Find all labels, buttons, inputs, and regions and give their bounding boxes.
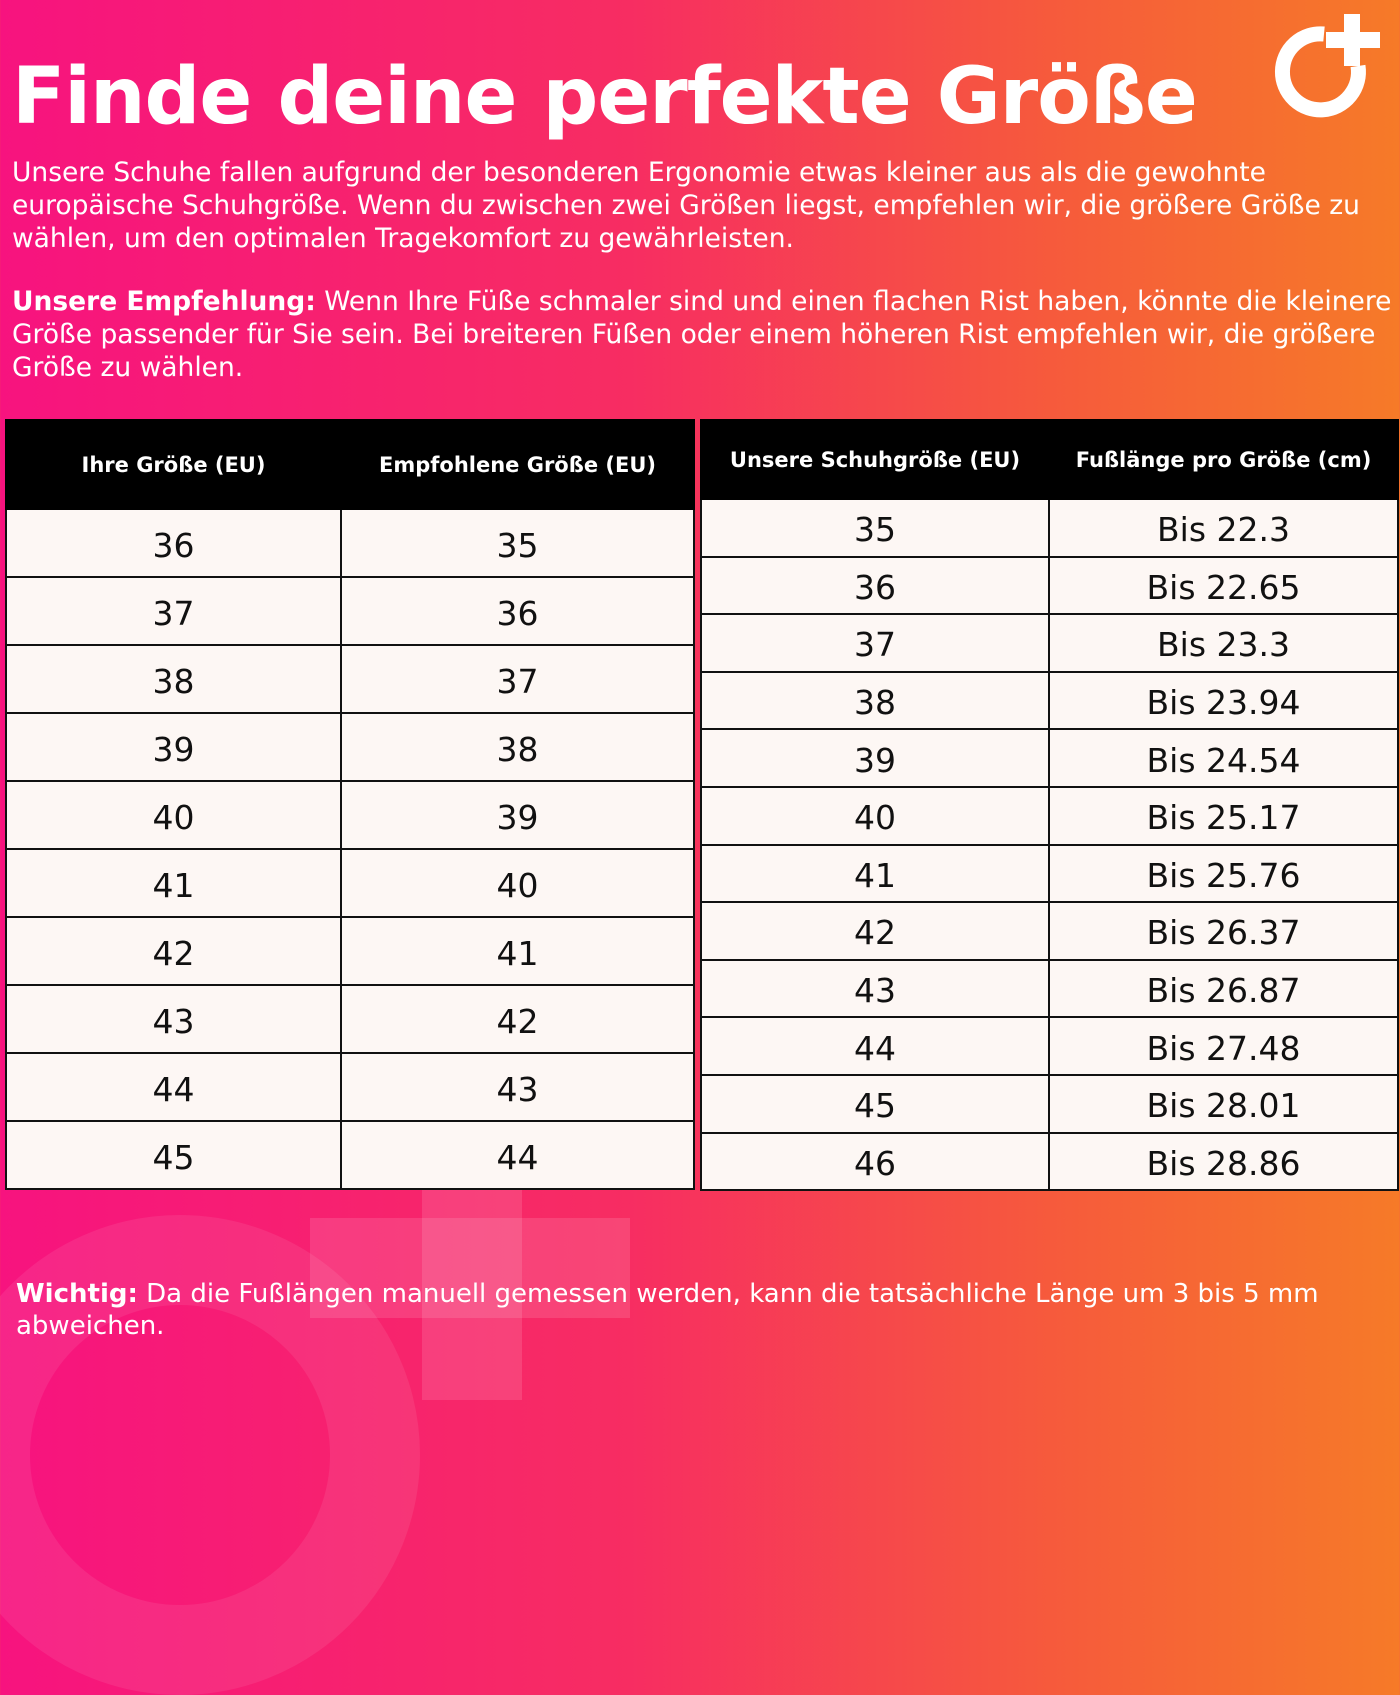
table-cell: Bis 28.86 [1049,1133,1398,1191]
table-row [701,902,1398,960]
note-label: Wichtig: [16,1279,138,1309]
table-cell: Bis 22.3 [1049,499,1398,557]
table-cell: 42 [6,917,341,985]
table-cell: 45 [6,1121,341,1189]
table-row [701,729,1398,787]
table-row [701,557,1398,615]
table-cell: 38 [341,713,694,781]
table-row [701,1017,1398,1075]
table-cell: Bis 26.87 [1049,960,1398,1018]
table-cell: 38 [6,645,341,713]
table-cell: 44 [6,1053,341,1121]
recommendation-label: Unsere Empfehlung: [12,286,316,317]
table-cell: Bis 25.17 [1049,787,1398,845]
foot-length-table [700,419,1399,1191]
table-cell: 36 [341,577,694,645]
table-row [701,614,1398,672]
table-cell: Bis 25.76 [1049,845,1398,903]
table-row [701,672,1398,730]
intro-text: Unsere Schuhe fallen aufgrund der besonderen Ergonomie etwas kleiner aus als die gewohnte europäische Schuhgröße. Wenn du zwischen zwei Größen liegst, empfehlen wir, die größere Größe zu wählen, um den optimalen Tragekomfort zu gewährleisten. [12,157,1360,254]
note-body: Da die Fußlängen manuell gemessen werden, kann die tatsächliche Länge um 3 bis 5 mm abweichen. [16,1279,1319,1341]
table-cell: Bis 24.54 [1049,729,1398,787]
table-cell: 41 [6,849,341,917]
table-cell: 39 [341,781,694,849]
column-header: Fußlänge pro Größe (cm) [1049,420,1398,499]
table-cell: 40 [6,781,341,849]
table-row [6,849,694,917]
table-cell: 42 [701,902,1049,960]
table-cell: 35 [701,499,1049,557]
table-cell: Bis 28.01 [1049,1075,1398,1133]
table-cell: 41 [701,845,1049,903]
table-row [701,1133,1398,1191]
table-cell: 45 [701,1075,1049,1133]
table-cell: 40 [701,787,1049,845]
column-header: Empfohlene Größe (EU) [341,420,694,509]
table-cell: 37 [6,577,341,645]
table-cell: 44 [341,1121,694,1189]
table-row [6,713,694,781]
size-recommendation-table [5,419,695,1190]
table-cell: 46 [701,1133,1049,1191]
table-cell: Bis 23.3 [1049,614,1398,672]
table-cell: 41 [341,917,694,985]
table-cell: Bis 22.65 [1049,557,1398,615]
table-row [701,499,1398,557]
recommendation-body: Wenn Ihre Füße schmaler sind und einen flachen Rist haben, könnte die kleinere Größe passender für Sie sein. Bei breiteren Füßen oder einem höheren Rist empfehlen wir, die größere Größe zu wählen. [12,286,1392,383]
table-cell: 42 [341,985,694,1053]
table-row [6,645,694,713]
table-row [701,845,1398,903]
table-row [6,1121,694,1189]
table-row [701,960,1398,1018]
table-cell: 43 [341,1053,694,1121]
table-cell: 38 [701,672,1049,730]
table-cell: Bis 23.94 [1049,672,1398,730]
table-cell: 36 [6,509,341,577]
table-row [6,985,694,1053]
column-header: Ihre Größe (EU) [6,420,341,509]
table-cell: 44 [701,1017,1049,1075]
table-row [701,787,1398,845]
table-row [6,917,694,985]
table-cell: 37 [701,614,1049,672]
circle-plus-logo-icon [1262,12,1382,132]
table-cell: 39 [701,729,1049,787]
table-cell: 36 [701,557,1049,615]
table-cell: 37 [341,645,694,713]
note-text [16,1278,1386,1342]
table-cell: 43 [701,960,1049,1018]
column-header: Unsere Schuhgröße (EU) [701,420,1049,499]
table-row [6,1053,694,1121]
table-cell: 39 [6,713,341,781]
table-cell: Bis 27.48 [1049,1017,1398,1075]
table-cell: 40 [341,849,694,917]
table-row [701,1075,1398,1133]
table-cell: 35 [341,509,694,577]
table-cell: Bis 26.37 [1049,902,1398,960]
table-row [6,577,694,645]
table-cell: 43 [6,985,341,1053]
recommendation-text [12,285,1397,384]
page-title: Finde deine perfekte Größe [12,52,1197,142]
table-row [6,509,694,577]
table-row [6,781,694,849]
